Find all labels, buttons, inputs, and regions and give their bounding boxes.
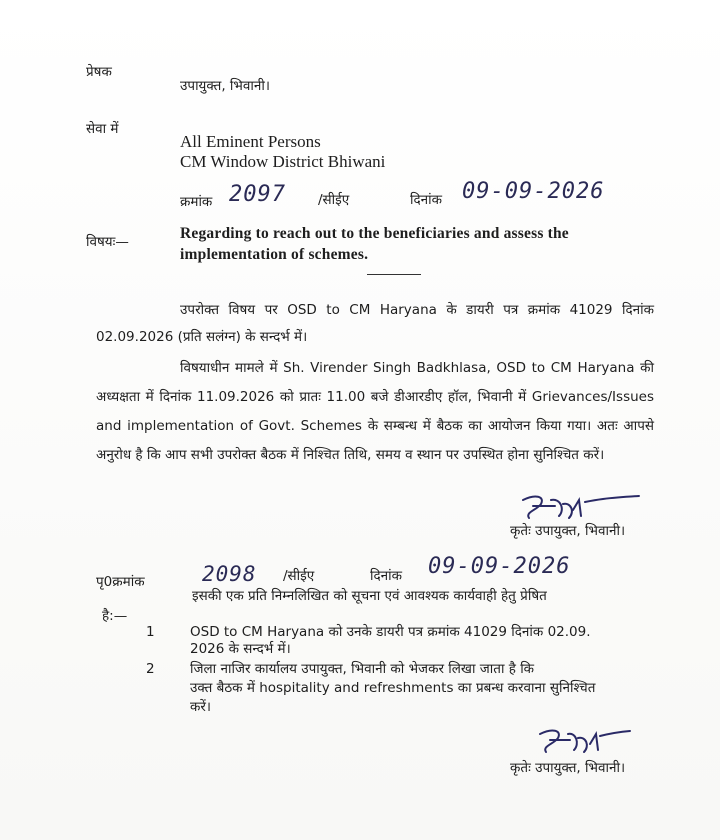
endorsement-date-value: 09-09-2026 xyxy=(428,554,571,579)
ref-date-value: 09-09-2026 xyxy=(462,179,605,204)
endorsement-date-label: दिनांक xyxy=(370,568,403,584)
to-label: सेवा में xyxy=(86,121,119,137)
item-2-line2: उक्त बैठक में hospitality and refreshments का प्रबन्ध करवाना सुनिश्चित xyxy=(190,680,596,696)
item-1-number: 1 xyxy=(146,624,155,640)
endorsement-number-label: पृ0क्रमांक xyxy=(96,574,145,590)
ref-number-value: 2097 xyxy=(229,182,286,207)
subject-line2: implementation of schemes. xyxy=(180,246,369,263)
endorsement-number-value: 2098 xyxy=(202,562,257,586)
subject-label: विषयः— xyxy=(86,234,129,250)
signatory-1: कृतेः उपायुक्त, भिवानी। xyxy=(510,523,626,539)
item-1-line2: 2026 के सन्दर्भ में। xyxy=(190,641,291,657)
item-2-number: 2 xyxy=(146,661,155,677)
item-2-line3: करें। xyxy=(190,699,212,715)
recipient-line2: CM Window District Bhiwani xyxy=(180,152,386,171)
item-1-line1: OSD to CM Haryana को उनके डायरी पत्र क्रमांक 41029 दिनांक 02.09. xyxy=(190,624,591,640)
subject-underline xyxy=(367,274,421,275)
ref-suffix: /सीईए xyxy=(318,192,350,208)
item-2-line1: जिला नाजिर कार्यालय उपायुक्त, भिवानी को भेजकर लिखा जाता है कि xyxy=(190,661,535,677)
signature-2 xyxy=(534,726,634,758)
ref-number-label: क्रमांक xyxy=(180,194,213,210)
signatory-2: कृतेः उपायुक्त, भिवानी। xyxy=(510,760,626,776)
endorsement-intro: इसकी एक प्रति निम्नलिखित को सूचना एवं आवश्यक कार्यवाही हेतु प्रेषित xyxy=(192,588,547,604)
sender-label: प्रेषक xyxy=(86,64,112,80)
endorsement-suffix: /सीईए xyxy=(283,568,315,584)
endorsement-hai: है:— xyxy=(102,608,128,624)
paragraph-2: विषयाधीन मामले में Sh. Virender Singh Badkhlasa, OSD to CM Haryana की अध्यक्षता में दिनांक 11.09.2026 को प्रातः 11.00 बजे डीआरडीए हॉल, भिवानी में Grievances/Issues and implementation of Govt. Schemes के सम्बन्ध में बैठक का आयोजन किया गया। अतः आपसे अनुरोध है कि आप सभी उपरोक्त बैठक में निश्चित तिथि, समय व स्थान पर उपस्थित होना सुनिश्चित करें। xyxy=(96,360,654,463)
sender-name: उपायुक्त, भिवानी। xyxy=(180,78,271,94)
subject-line1: Regarding to reach out to the beneficiaries and assess the xyxy=(180,225,569,242)
paragraph-1: उपरोक्त विषय पर OSD to CM Haryana के डायरी पत्र क्रमांक 41029 दिनांक 02.09.2026 (प्रति सलंग्न) के सन्दर्भ में। xyxy=(96,302,654,345)
ref-date-label: दिनांक xyxy=(410,192,443,208)
recipient-line1: All Eminent Persons xyxy=(180,132,321,151)
